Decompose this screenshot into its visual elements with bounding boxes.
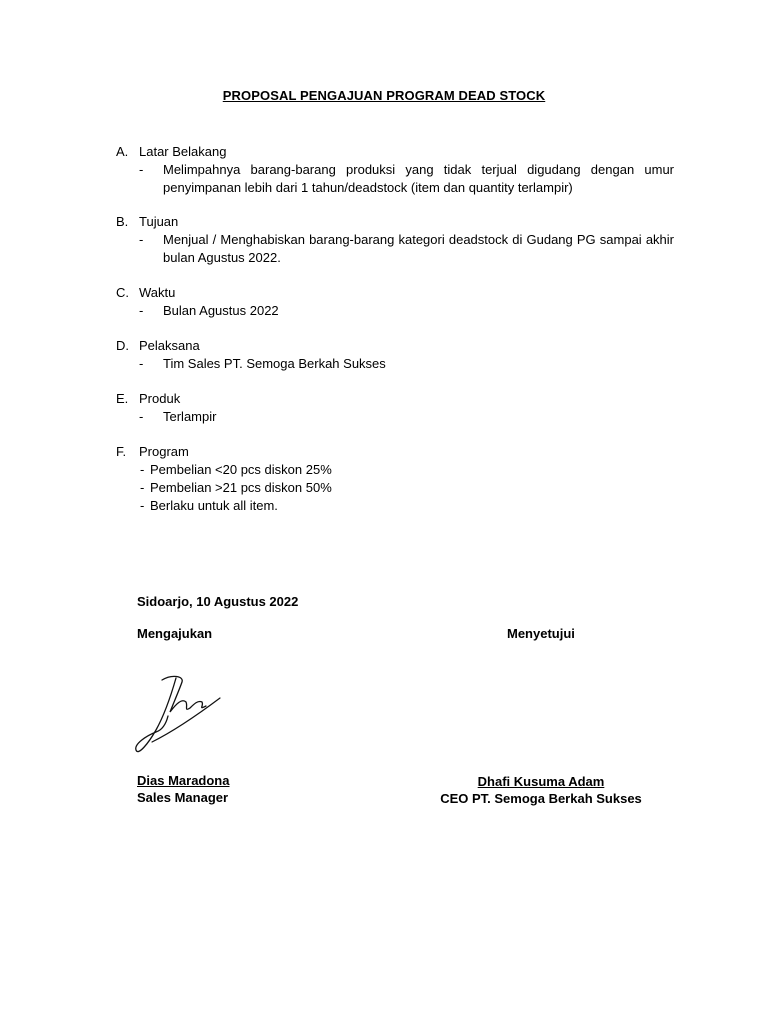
dash-bullet: - (139, 356, 144, 371)
list-item (116, 408, 674, 426)
section-letter: B. (116, 214, 129, 229)
section-title: Waktu (139, 285, 176, 300)
section-letter: E. (116, 391, 129, 406)
item-text: Pembelian <20 pcs diskon 25% (150, 462, 332, 477)
section-letter: D. (116, 338, 129, 353)
submitter-position: Sales Manager (137, 790, 229, 805)
handwritten-signature (132, 672, 228, 764)
section-title: Program (139, 444, 189, 459)
dash-bullet: - (139, 303, 144, 318)
dash-bullet: - (140, 498, 145, 513)
section-letter: F. (116, 444, 127, 459)
section-heading (116, 284, 674, 302)
item-text: Bulan Agustus 2022 (163, 303, 279, 318)
section-heading (116, 337, 674, 355)
section-letter: C. (116, 285, 129, 300)
section-title: Tujuan (139, 214, 179, 229)
submitter-role-label: Mengajukan (137, 626, 213, 641)
section-heading (116, 213, 674, 231)
list-item (116, 161, 674, 197)
item-text: Menjual / Menghabiskan barang-barang kategori deadstock di Gudang PG sampai akhir bulan Agustus 2022. (163, 232, 674, 265)
item-text: Melimpahnya barang-barang produksi yang tidak terjual digudang dengan umur penyimpanan lebih dari 1 tahun/deadstock (item dan quantity terlampir) (163, 162, 674, 195)
submitter-name: Dias Maradona (137, 773, 230, 788)
section-heading (116, 443, 674, 461)
dash-bullet: - (140, 480, 145, 495)
document-title: PROPOSAL PENGAJUAN PROGRAM DEAD STOCK (222, 88, 546, 103)
section-program (116, 443, 674, 515)
section-latar-belakang (116, 143, 674, 197)
place-date: Sidoarjo, 10 Agustus 2022 (137, 594, 299, 609)
section-heading (116, 390, 674, 408)
list-item (116, 497, 674, 515)
dash-bullet: - (139, 232, 144, 247)
list-item (116, 231, 674, 267)
section-produk (116, 390, 674, 426)
approver-position: CEO PT. Semoga Berkah Sukses (440, 791, 642, 806)
approver-name: Dhafi Kusuma Adam (477, 774, 605, 789)
item-text: Pembelian >21 pcs diskon 50% (150, 480, 332, 495)
section-waktu (116, 284, 674, 320)
section-title: Produk (139, 391, 181, 406)
list-item (116, 479, 674, 497)
list-item (116, 302, 674, 320)
approver-role-label: Menyetujui (507, 626, 575, 641)
section-letter: A. (116, 144, 129, 159)
item-text: Terlampir (163, 409, 217, 424)
dash-bullet: - (140, 462, 145, 477)
section-title: Pelaksana (139, 338, 200, 353)
list-item (116, 461, 674, 479)
dash-bullet: - (139, 409, 144, 424)
dash-bullet: - (139, 162, 144, 177)
section-pelaksana (116, 337, 674, 373)
list-item (116, 355, 674, 373)
section-title: Latar Belakang (139, 144, 227, 159)
section-tujuan (116, 213, 674, 267)
item-text: Berlaku untuk all item. (150, 498, 278, 513)
section-heading (116, 143, 674, 161)
item-text: Tim Sales PT. Semoga Berkah Sukses (163, 356, 386, 371)
